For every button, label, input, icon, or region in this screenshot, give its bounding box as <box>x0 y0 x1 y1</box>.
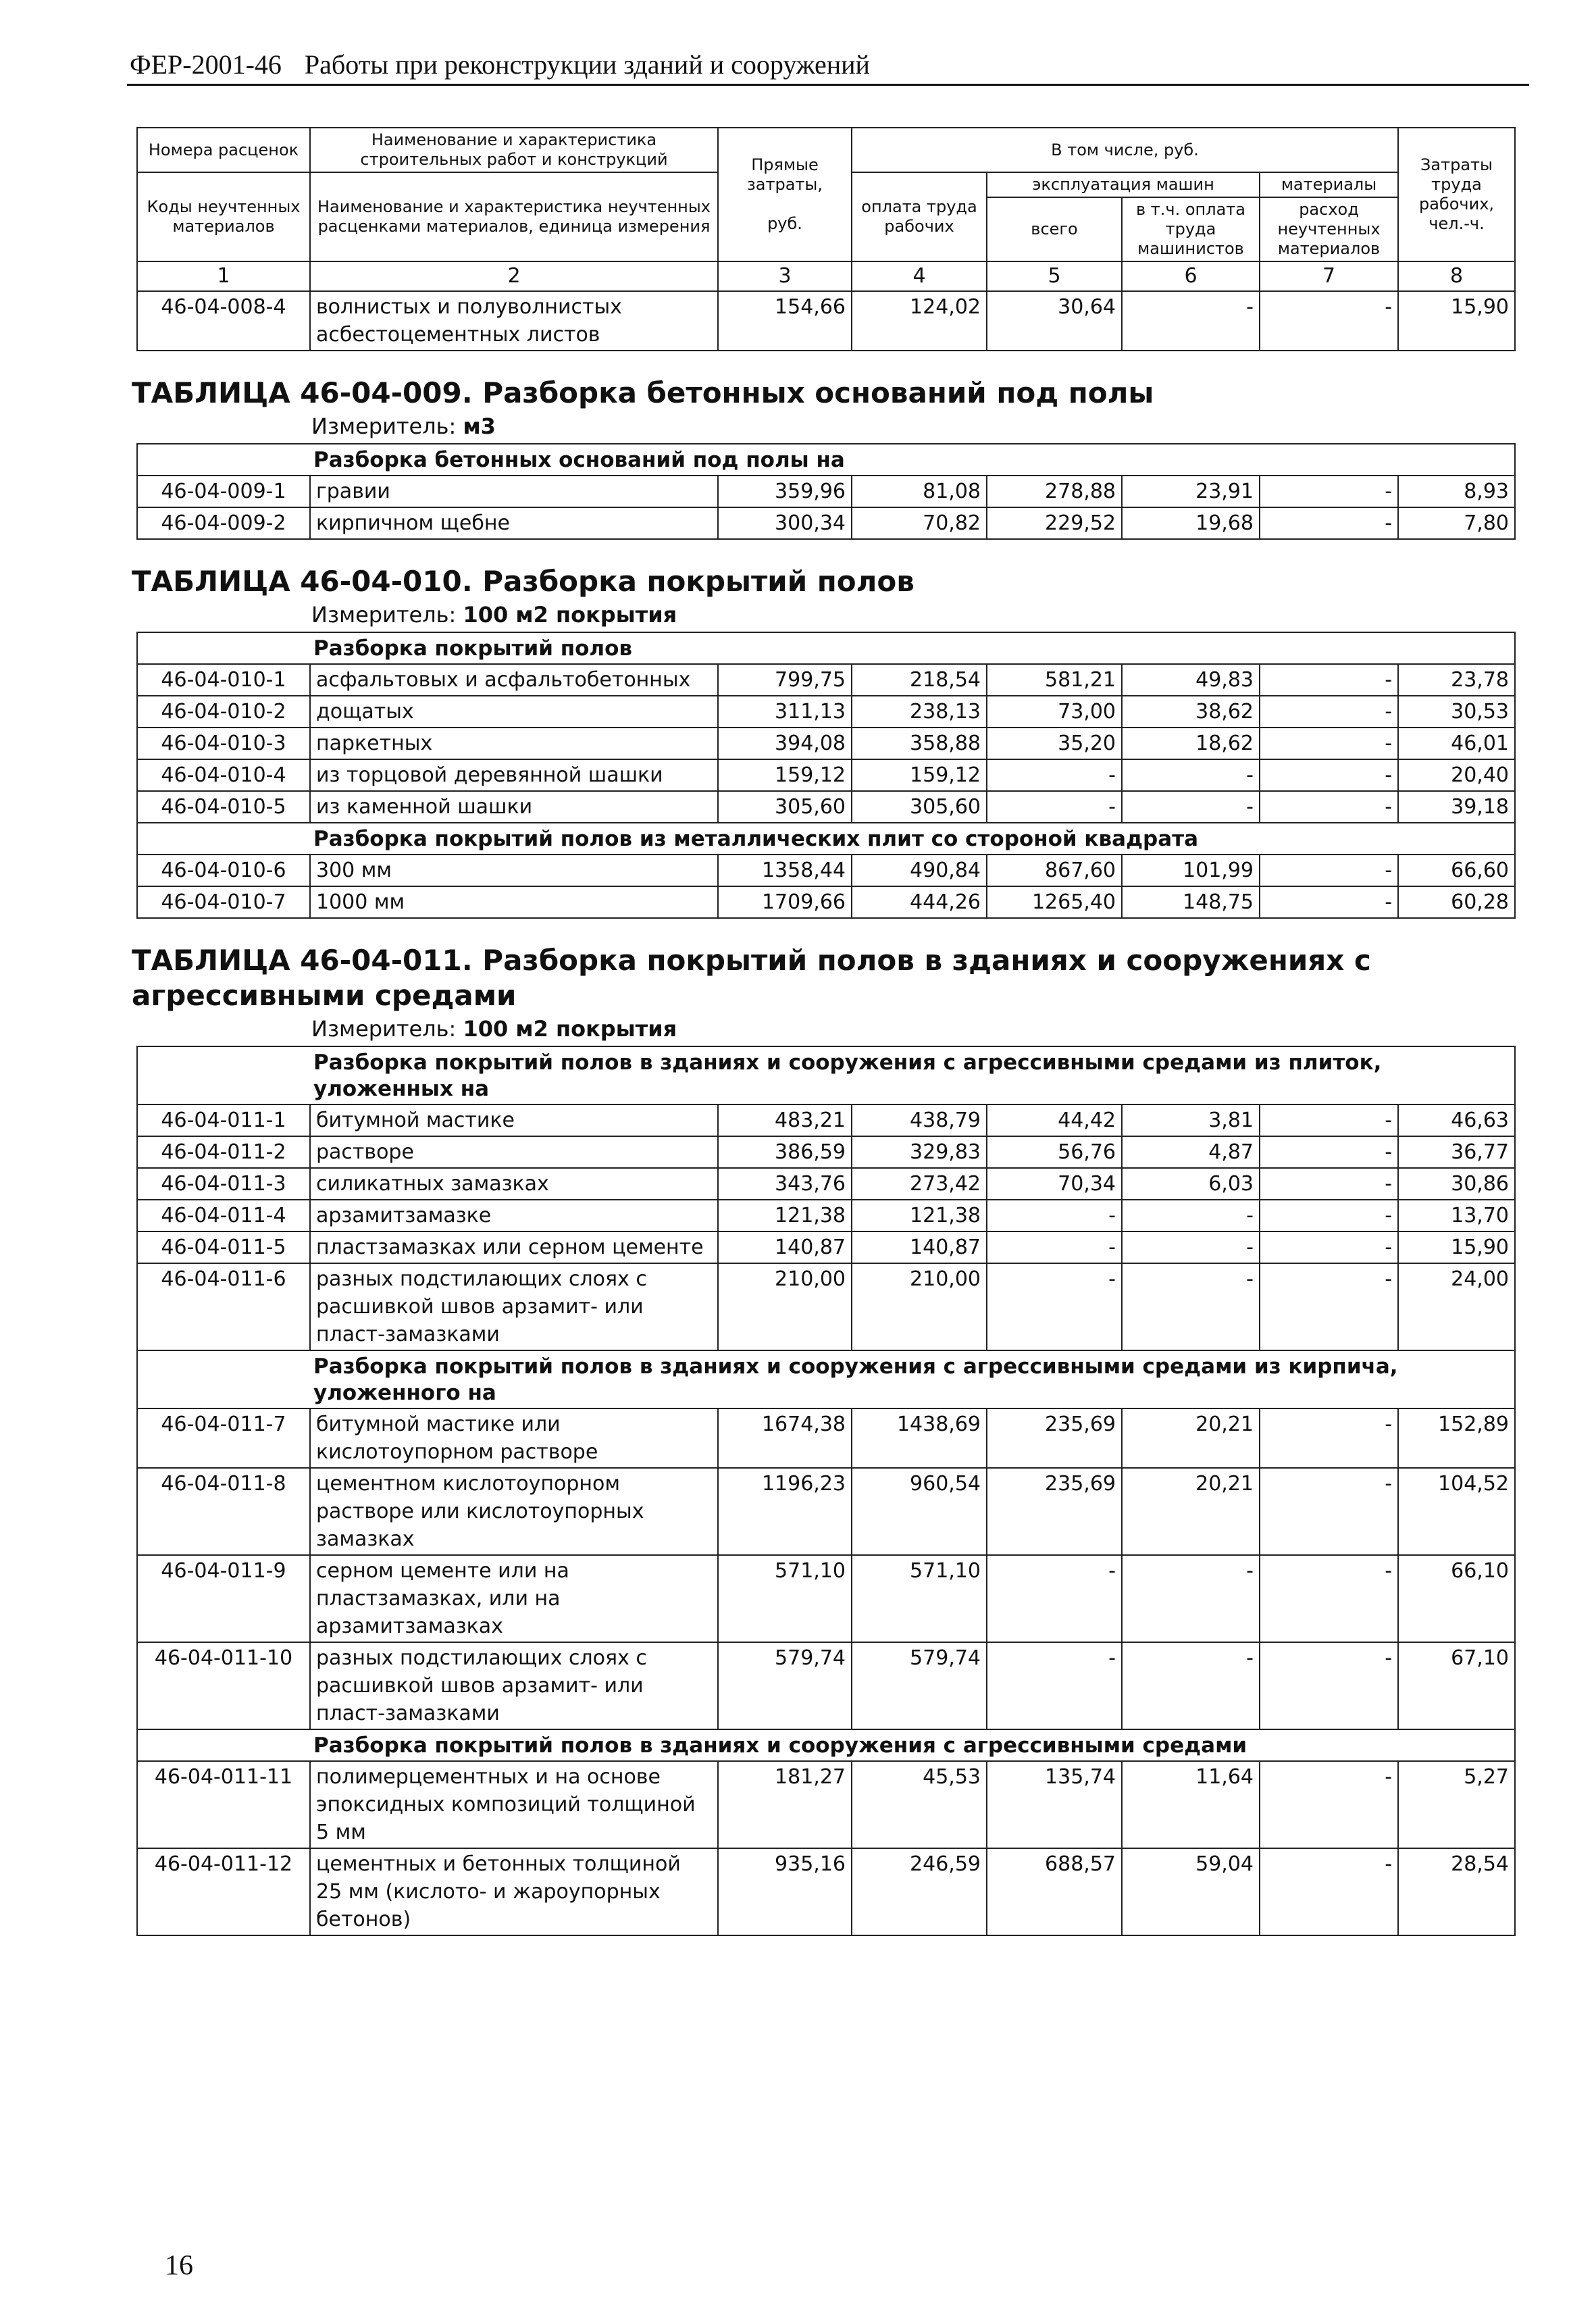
work-description: 300 мм <box>310 855 718 886</box>
machinist-wages-value: 11,64 <box>1122 1761 1260 1848</box>
table-row <box>137 1468 1515 1555</box>
rate-code: 46-04-010-1 <box>137 664 310 696</box>
machinist-wages-value: 20,21 <box>1122 1408 1260 1468</box>
rate-code: 46-04-009-1 <box>137 476 310 507</box>
rate-code: 46-04-011-5 <box>137 1231 310 1263</box>
measure-unit-label: Измеритель: <box>311 1016 457 1042</box>
materials-value: - <box>1260 728 1398 759</box>
machinist-wages-value: 20,21 <box>1122 1468 1260 1555</box>
document-code: ФЕР-2001-46 <box>130 49 282 80</box>
labor-costs-value: 36,77 <box>1398 1136 1515 1168</box>
worker-wages-value: 124,02 <box>852 291 987 351</box>
machinist-wages-value: - <box>1122 1231 1260 1263</box>
table-row <box>137 1555 1515 1642</box>
rate-code: 46-04-010-7 <box>137 886 310 918</box>
worker-wages-value: 238,13 <box>852 696 987 728</box>
worker-wages-value: 121,38 <box>852 1200 987 1231</box>
labor-costs-value: 66,10 <box>1398 1555 1515 1642</box>
machinist-wages-value: 148,75 <box>1122 886 1260 918</box>
rate-code: 46-04-011-1 <box>137 1104 310 1136</box>
machinist-wages-value: 23,91 <box>1122 476 1260 507</box>
col-material-name: Наименование и характеристика неучтенных расценками материалов, единица измерения <box>310 172 718 261</box>
worker-wages-value: 358,88 <box>852 728 987 759</box>
machines-total-value: 235,69 <box>987 1408 1122 1468</box>
worker-wages-value: 579,74 <box>852 1642 987 1729</box>
worker-wages-value: 70,82 <box>852 507 987 539</box>
materials-value: - <box>1260 1104 1398 1136</box>
machinist-wages-value: - <box>1122 1200 1260 1231</box>
labor-costs-value: 39,18 <box>1398 791 1515 823</box>
direct-costs-value: 394,08 <box>718 728 852 759</box>
table-row <box>137 291 1515 351</box>
machinist-wages-value: 38,62 <box>1122 696 1260 728</box>
direct-costs-value: 386,59 <box>718 1136 852 1168</box>
materials-value: - <box>1260 1848 1398 1935</box>
work-description: арзамитзамазке <box>310 1200 718 1231</box>
direct-costs-value: 1674,38 <box>718 1408 852 1468</box>
materials-value: - <box>1260 507 1398 539</box>
col-including: В том числе, руб. <box>852 128 1398 172</box>
group-heading: Разборка бетонных оснований под полы на <box>137 444 1515 476</box>
table-title: ТАБЛИЦА 46-04-010. Разборка покрытий полов <box>132 565 915 598</box>
table-header <box>137 128 1515 291</box>
rates-table <box>132 127 1516 1936</box>
direct-costs-value: 343,76 <box>718 1168 852 1200</box>
table-section <box>137 351 1515 444</box>
worker-wages-value: 81,08 <box>852 476 987 507</box>
labor-costs-value: 20,40 <box>1398 759 1515 791</box>
document-title: Работы при реконструкции зданий и сооружений <box>304 49 870 80</box>
direct-costs-value: 1358,44 <box>718 855 852 886</box>
machines-total-value: - <box>987 1263 1122 1350</box>
table-row <box>137 1408 1515 1468</box>
worker-wages-value: 246,59 <box>852 1848 987 1935</box>
direct-costs-value: 159,12 <box>718 759 852 791</box>
machines-total-value: - <box>987 759 1122 791</box>
rate-code: 46-04-011-9 <box>137 1555 310 1642</box>
measure-unit <box>137 411 1515 442</box>
work-description: пластзамазках или серном цементе <box>310 1231 718 1263</box>
table-row <box>137 507 1515 539</box>
materials-value: - <box>1260 855 1398 886</box>
worker-wages-value: 159,12 <box>852 759 987 791</box>
table-title: ТАБЛИЦА 46-04-011. Разборка покрытий полов в зданиях и сооружениях с агрессивными средами <box>132 944 1371 1012</box>
group-heading: Разборка покрытий полов в зданиях и сооружения с агрессивными средами <box>137 1729 1515 1761</box>
rate-code: 46-04-010-3 <box>137 728 310 759</box>
col-unaccounted-materials: расход неучтенных материалов <box>1260 197 1398 261</box>
materials-value: - <box>1260 696 1398 728</box>
rate-code: 46-04-011-2 <box>137 1136 310 1168</box>
table-row <box>137 664 1515 696</box>
labor-costs-value: 5,27 <box>1398 1761 1515 1848</box>
table-row <box>137 1761 1515 1848</box>
materials-value: - <box>1260 1761 1398 1848</box>
table-row <box>137 1848 1515 1935</box>
group-heading: Разборка покрытий полов из металлических плит со стороной квадрата <box>137 823 1515 855</box>
machines-total-value: - <box>987 791 1122 823</box>
materials-value: - <box>1260 759 1398 791</box>
labor-costs-value: 152,89 <box>1398 1408 1515 1468</box>
worker-wages-value: 210,00 <box>852 1263 987 1350</box>
labor-costs-value: 23,78 <box>1398 664 1515 696</box>
table-row <box>137 1642 1515 1729</box>
work-description: из каменной шашки <box>310 791 718 823</box>
group-heading: Разборка покрытий полов <box>137 632 1515 664</box>
header-rule <box>127 84 1529 86</box>
direct-costs-value: 579,74 <box>718 1642 852 1729</box>
rate-code: 46-04-008-4 <box>137 291 310 351</box>
worker-wages-value: 305,60 <box>852 791 987 823</box>
work-description: битумной мастике или кислотоупорном растворе <box>310 1408 718 1468</box>
table-section <box>137 918 1515 1046</box>
group-row <box>137 632 1515 664</box>
machinist-wages-value: - <box>1122 1263 1260 1350</box>
materials-value: - <box>1260 291 1398 351</box>
labor-costs-value: 30,53 <box>1398 696 1515 728</box>
materials-value: - <box>1260 886 1398 918</box>
rate-code: 46-04-011-12 <box>137 1848 310 1935</box>
group-row <box>137 444 1515 476</box>
col-labor-costs: Затраты труда рабочих, чел.-ч. <box>1398 128 1515 261</box>
machines-total-value: 1265,40 <box>987 886 1122 918</box>
direct-costs-value: 935,16 <box>718 1848 852 1935</box>
rate-code: 46-04-010-6 <box>137 855 310 886</box>
machinist-wages-value: 18,62 <box>1122 728 1260 759</box>
direct-costs-value: 1709,66 <box>718 886 852 918</box>
direct-costs-value: 483,21 <box>718 1104 852 1136</box>
labor-costs-value: 66,60 <box>1398 855 1515 886</box>
table-row <box>137 1168 1515 1200</box>
machines-total-value: 35,20 <box>987 728 1122 759</box>
direct-costs-value: 154,66 <box>718 291 852 351</box>
col-machine-operation: эксплуатация машин <box>987 172 1260 197</box>
column-numbers-row <box>137 261 1515 291</box>
table-body <box>132 291 1515 1935</box>
column-number: 4 <box>852 261 987 291</box>
labor-costs-value: 15,90 <box>1398 291 1515 351</box>
machines-total-value: 30,64 <box>987 291 1122 351</box>
col-materials: материалы <box>1260 172 1398 197</box>
column-number: 1 <box>137 261 310 291</box>
machines-total-value: 70,34 <box>987 1168 1122 1200</box>
machines-total-value: 229,52 <box>987 507 1122 539</box>
table-row <box>137 855 1515 886</box>
worker-wages-value: 45,53 <box>852 1761 987 1848</box>
work-description: дощатых <box>310 696 718 728</box>
table-row <box>137 1200 1515 1231</box>
machines-total-value: 56,76 <box>987 1136 1122 1168</box>
rate-code: 46-04-011-10 <box>137 1642 310 1729</box>
materials-value: - <box>1260 1168 1398 1200</box>
direct-costs-value: 571,10 <box>718 1555 852 1642</box>
direct-costs-value: 359,96 <box>718 476 852 507</box>
work-description: полимерцементных и на основе эпоксидных композиций толщиной 5 мм <box>310 1761 718 1848</box>
table-row <box>137 728 1515 759</box>
machines-total-value: - <box>987 1642 1122 1729</box>
direct-costs-value: 799,75 <box>718 664 852 696</box>
group-row <box>137 1350 1515 1408</box>
rate-code: 46-04-011-4 <box>137 1200 310 1231</box>
rate-code: 46-04-009-2 <box>137 507 310 539</box>
machinist-wages-value: 49,83 <box>1122 664 1260 696</box>
direct-costs-value: 1196,23 <box>718 1468 852 1555</box>
work-description: паркетных <box>310 728 718 759</box>
table-row <box>137 696 1515 728</box>
materials-value: - <box>1260 476 1398 507</box>
table-row <box>137 476 1515 507</box>
worker-wages-value: 444,26 <box>852 886 987 918</box>
table-row <box>137 1231 1515 1263</box>
measure-unit-value: м3 <box>463 413 496 439</box>
measure-unit-value: 100 м2 покрытия <box>463 1016 677 1042</box>
rate-code: 46-04-011-3 <box>137 1168 310 1200</box>
materials-value: - <box>1260 1231 1398 1263</box>
table-row <box>137 1136 1515 1168</box>
measure-unit-label: Измеритель: <box>311 413 457 439</box>
worker-wages-value: 571,10 <box>852 1555 987 1642</box>
materials-value: - <box>1260 1408 1398 1468</box>
work-description: разных подстилающих слоях с расшивкой швов арзамит- или пласт-замазками <box>310 1263 718 1350</box>
direct-costs-value: 210,00 <box>718 1263 852 1350</box>
rate-code: 46-04-011-7 <box>137 1408 310 1468</box>
rate-code: 46-04-010-2 <box>137 696 310 728</box>
column-number: 8 <box>1398 261 1515 291</box>
measure-unit-value: 100 м2 покрытия <box>463 602 677 628</box>
work-description: цементном кислотоупорном растворе или кислотоупорных замазках <box>310 1468 718 1555</box>
col-material-codes: Коды неучтенных материалов <box>137 172 310 261</box>
direct-costs-value: 140,87 <box>718 1231 852 1263</box>
group-heading: Разборка покрытий полов в зданиях и сооружения с агрессивными средами из кирпича, уложенного на <box>137 1350 1515 1408</box>
table-row <box>137 791 1515 823</box>
labor-costs-value: 104,52 <box>1398 1468 1515 1555</box>
table-row <box>137 886 1515 918</box>
measure-unit-label: Измеритель: <box>311 602 457 628</box>
direct-costs-value: 121,38 <box>718 1200 852 1231</box>
rate-code: 46-04-010-4 <box>137 759 310 791</box>
labor-costs-value: 60,28 <box>1398 886 1515 918</box>
machinist-wages-value: 6,03 <box>1122 1168 1260 1200</box>
column-number: 6 <box>1122 261 1260 291</box>
column-number: 7 <box>1260 261 1398 291</box>
machines-total-value: 73,00 <box>987 696 1122 728</box>
page-number: 16 <box>165 2250 193 2281</box>
worker-wages-value: 438,79 <box>852 1104 987 1136</box>
work-description: 1000 мм <box>310 886 718 918</box>
rate-code: 46-04-011-6 <box>137 1263 310 1350</box>
work-description: из торцовой деревянной шашки <box>310 759 718 791</box>
machinist-wages-value: - <box>1122 291 1260 351</box>
rate-code: 46-04-011-8 <box>137 1468 310 1555</box>
col-direct-costs: Прямые затраты, руб. <box>718 128 852 261</box>
worker-wages-value: 329,83 <box>852 1136 987 1168</box>
direct-costs-value: 300,34 <box>718 507 852 539</box>
materials-value: - <box>1260 791 1398 823</box>
labor-costs-value: 24,00 <box>1398 1263 1515 1350</box>
labor-costs-value: 8,93 <box>1398 476 1515 507</box>
materials-value: - <box>1260 1263 1398 1350</box>
col-machinist-wages: в т.ч. оплата труда машинистов <box>1122 197 1260 261</box>
worker-wages-value: 1438,69 <box>852 1408 987 1468</box>
labor-costs-value: 7,80 <box>1398 507 1515 539</box>
table-row <box>137 1263 1515 1350</box>
materials-value: - <box>1260 1200 1398 1231</box>
machinist-wages-value: 4,87 <box>1122 1136 1260 1168</box>
group-row <box>137 1046 1515 1104</box>
labor-costs-value: 30,86 <box>1398 1168 1515 1200</box>
col-worker-wages: оплата труда рабочих <box>852 172 987 261</box>
machinist-wages-value: - <box>1122 791 1260 823</box>
work-description: волнистых и полуволнистых асбестоцементных листов <box>310 291 718 351</box>
work-description: цементных и бетонных толщиной 25 мм (кислото- и жароупорных бетонов) <box>310 1848 718 1935</box>
labor-costs-value: 67,10 <box>1398 1642 1515 1729</box>
work-description: гравии <box>310 476 718 507</box>
machines-total-value: 278,88 <box>987 476 1122 507</box>
machinist-wages-value: 19,68 <box>1122 507 1260 539</box>
machinist-wages-value: - <box>1122 1642 1260 1729</box>
measure-unit <box>137 1013 1515 1044</box>
direct-costs-value: 311,13 <box>718 696 852 728</box>
machines-total-value: 688,57 <box>987 1848 1122 1935</box>
column-number: 5 <box>987 261 1122 291</box>
table-section <box>137 539 1515 632</box>
machinist-wages-value: 59,04 <box>1122 1848 1260 1935</box>
group-row <box>137 823 1515 855</box>
work-description: битумной мастике <box>310 1104 718 1136</box>
col-work-name: Наименование и характеристика строительных работ и конструкций <box>310 128 718 172</box>
worker-wages-value: 218,54 <box>852 664 987 696</box>
labor-costs-value: 46,63 <box>1398 1104 1515 1136</box>
work-description: серном цементе или на пластзамазках, или на арзамитзамазках <box>310 1555 718 1642</box>
table-row <box>137 759 1515 791</box>
machines-total-value: 581,21 <box>987 664 1122 696</box>
work-description: асфальтовых и асфальтобетонных <box>310 664 718 696</box>
column-number: 2 <box>310 261 718 291</box>
machines-total-value: 235,69 <box>987 1468 1122 1555</box>
table-row <box>137 1104 1515 1136</box>
machines-total-value: - <box>987 1200 1122 1231</box>
machinist-wages-value: - <box>1122 759 1260 791</box>
materials-value: - <box>1260 1642 1398 1729</box>
measure-unit <box>137 599 1515 630</box>
column-number: 3 <box>718 261 852 291</box>
machines-total-value: 44,42 <box>987 1104 1122 1136</box>
worker-wages-value: 960,54 <box>852 1468 987 1555</box>
worker-wages-value: 140,87 <box>852 1231 987 1263</box>
table-title: ТАБЛИЦА 46-04-009. Разборка бетонных оснований под полы <box>132 376 1154 409</box>
work-description: силикатных замазках <box>310 1168 718 1200</box>
machines-total-value: 135,74 <box>987 1761 1122 1848</box>
materials-value: - <box>1260 1555 1398 1642</box>
worker-wages-value: 273,42 <box>852 1168 987 1200</box>
materials-value: - <box>1260 1468 1398 1555</box>
rate-code: 46-04-011-11 <box>137 1761 310 1848</box>
worker-wages-value: 490,84 <box>852 855 987 886</box>
machines-total-value: - <box>987 1555 1122 1642</box>
group-row <box>137 1729 1515 1761</box>
rate-code: 46-04-010-5 <box>137 791 310 823</box>
machinist-wages-value: 3,81 <box>1122 1104 1260 1136</box>
machines-total-value: 867,60 <box>987 855 1122 886</box>
work-description: растворе <box>310 1136 718 1168</box>
direct-costs-value: 181,27 <box>718 1761 852 1848</box>
col-rate-numbers: Номера расценок <box>137 128 310 172</box>
col-machines-total: всего <box>987 197 1122 261</box>
labor-costs-value: 13,70 <box>1398 1200 1515 1231</box>
materials-value: - <box>1260 1136 1398 1168</box>
machinist-wages-value: - <box>1122 1555 1260 1642</box>
labor-costs-value: 46,01 <box>1398 728 1515 759</box>
labor-costs-value: 15,90 <box>1398 1231 1515 1263</box>
work-description: разных подстилающих слоях с расшивкой швов арзамит- или пласт-замазками <box>310 1642 718 1729</box>
machines-total-value: - <box>987 1231 1122 1263</box>
running-header <box>130 49 1528 80</box>
direct-costs-value: 305,60 <box>718 791 852 823</box>
labor-costs-value: 28,54 <box>1398 1848 1515 1935</box>
materials-value: - <box>1260 664 1398 696</box>
group-heading: Разборка покрытий полов в зданиях и сооружения с агрессивными средами из плиток, уложенных на <box>137 1046 1515 1104</box>
work-description: кирпичном щебне <box>310 507 718 539</box>
machinist-wages-value: 101,99 <box>1122 855 1260 886</box>
